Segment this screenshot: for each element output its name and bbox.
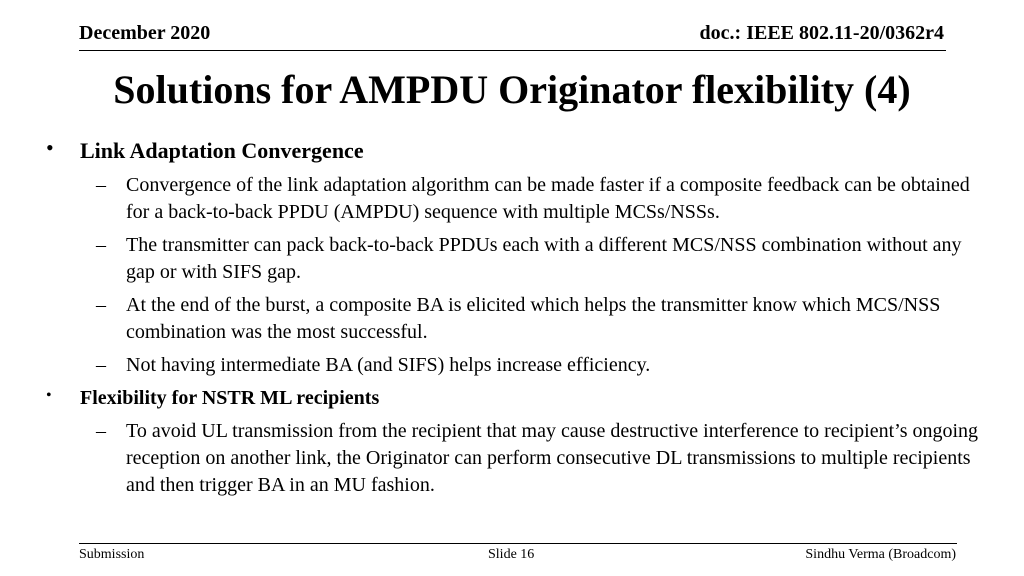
slide-title: Solutions for AMPDU Originator flexibility (4) [113, 67, 911, 112]
list-item-text: Convergence of the link adaptation algorithm can be made faster if a composite feedback can be obtained for a back-to-back PPDU (AMPDU) sequence with multiple MCSs/NSSs. [126, 174, 970, 223]
dash-icon: – [96, 174, 106, 196]
dash-icon: – [96, 294, 106, 316]
list-item-text: To avoid UL transmission from the recipient that may cause destructive interference to recipient’s ongoing reception on another link, the Originator can perform consecutive DL transmissions to multiple recipients and then trigger BA in an MU fashion. [126, 420, 979, 496]
footer-author: Sindhu Verma (Broadcom) [805, 547, 956, 562]
list-item [96, 418, 986, 499]
list-item [96, 172, 986, 226]
dash-icon: – [96, 354, 106, 376]
bullet-icon: • [46, 135, 54, 160]
header-date: December 2020 [79, 22, 211, 44]
header-divider [79, 50, 946, 51]
dash-icon: – [96, 234, 106, 256]
section-heading-nstr [46, 387, 380, 410]
footer-divider [79, 543, 957, 544]
bullet-icon: • [46, 387, 52, 404]
list-item-text: Not having intermediate BA (and SIFS) helps increase efficiency. [126, 354, 651, 376]
footer-slide-number: Slide 16 [488, 547, 535, 562]
list-item [96, 292, 986, 346]
dash-icon: – [96, 420, 106, 442]
footer-submission: Submission [79, 547, 145, 562]
section-heading-text: Link Adaptation Convergence [80, 138, 364, 163]
header-doc-id: doc.: IEEE 802.11-20/0362r4 [699, 22, 944, 44]
list-item-text: The transmitter can pack back-to-back PPDUs each with a different MCS/NSS combination without any gap or with SIFS gap. [126, 234, 962, 283]
section-heading-text: Flexibility for NSTR ML recipients [80, 387, 380, 409]
section-heading-link-adaptation [46, 135, 364, 164]
list-item [96, 352, 986, 379]
list-item-text: At the end of the burst, a composite BA is elicited which helps the transmitter know which MCS/NSS combination was the most successful. [126, 294, 941, 343]
list-item [96, 232, 986, 286]
